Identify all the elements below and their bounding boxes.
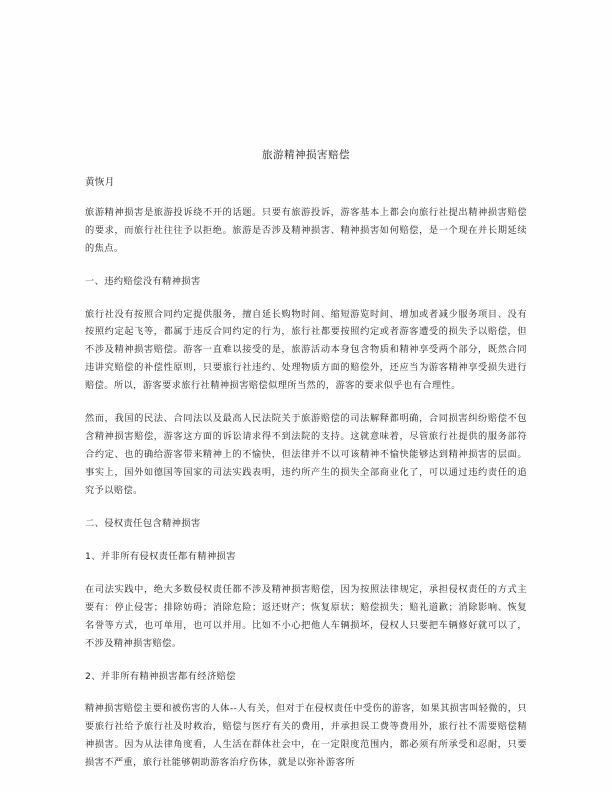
paragraph-intro: 旅游精神损害是旅游投诉绕不开的话题。只要有旅游投诉，游客基本上都会向旅行社提出精神损害赔偿的要求，而旅行社往往予以拒绝。旅游是否涉及精神损害、精神损害如何赔偿，是一个现在并长期延续的焦点。: [85, 206, 527, 254]
page-title: 旅游精神损害赔偿: [262, 149, 350, 161]
paragraph-1-1: 旅行社没有按照合同约定提供服务，擅自延长购物时间、缩短游览时间、增加或者减少服务项目、没有按照约定起飞等，都属于违反合同约定的行为，旅行社都要按照约定或者游客遭受的损失予以赔偿，但不涉及精神损害赔偿。游客一直难以接受的是，旅游活动本身包含物质和精神享受两个部分，既然合同违讲究赔偿的补偿性原则，只要旅行社违约、处理物质方面的赔偿外，还应当为游客精神享受损失进行赔偿。所以，游客要求旅行社精神损害赔偿似理所当然的，游客的要求似乎也有合理性。: [85, 308, 527, 392]
paragraph-2-1: 在司法实践中，绝大多数侵权责任都不涉及精神损害赔偿，因为按照法律规定，承担侵权责任的方式主要有：停止侵害；排除妨碍；消除危险；返还财产；恢复原状；赔偿损失；赔礼道歉；消除影响、恢复名誉等方式，也可单用，也可以并用。比如不小心把他人车辆损坏，侵权人只要把车辆修好就可以了，不涉及精神损害赔偿。: [85, 583, 527, 649]
section-heading-1: 一、违约赔偿没有精神损害: [85, 275, 201, 287]
paragraph-2-2: 精神损害赔偿主要和被伤害的人体--人有关，但对于在侵权责任中受伤的游客，如果其损害叫轻微的，只要旅行社给予旅行社及时救治，赔偿与医疗有关的费用，并承担误工费等费用外，旅行社不需要赔偿精神损害。因为从法律角度看，人生活在群体社会中，在一定限度范围内，都必须有所承受和忍耐，只要损害不严重，旅行社能够朝助游客治疗伤体，就是以弥补游客所: [85, 703, 527, 769]
paragraph-1-2: 然而，我国的民法、合同法以及最高人民法院关于旅游赔偿的司法解释都明确，合同损害纠纷赔偿不包含精神损害赔偿，游客这方面的诉讼请求得不到法院的支持。这就意味着，尽管旅行社提供的服务部符合约定、也的确给游客带来精神上的不愉快，但法律并不以可该精神不愉快能够达到精神损害的层面。事实上，国外如德国等国家的司法实践表明，违约所产生的损失全部商业化了，可以通过违约责任的追究予以赔偿。: [85, 413, 527, 496]
document-author: 黄恢月: [85, 176, 115, 188]
section-heading-2: 二、侵权责任包含精神损害: [85, 517, 201, 529]
document-body: [85, 148, 527, 787]
subsection-heading-2-1: 1、并非所有侵权责任都有精神损害: [85, 550, 236, 562]
subsection-heading-2-2: 2、并非所有精神损害都有经济赔偿: [85, 670, 236, 682]
